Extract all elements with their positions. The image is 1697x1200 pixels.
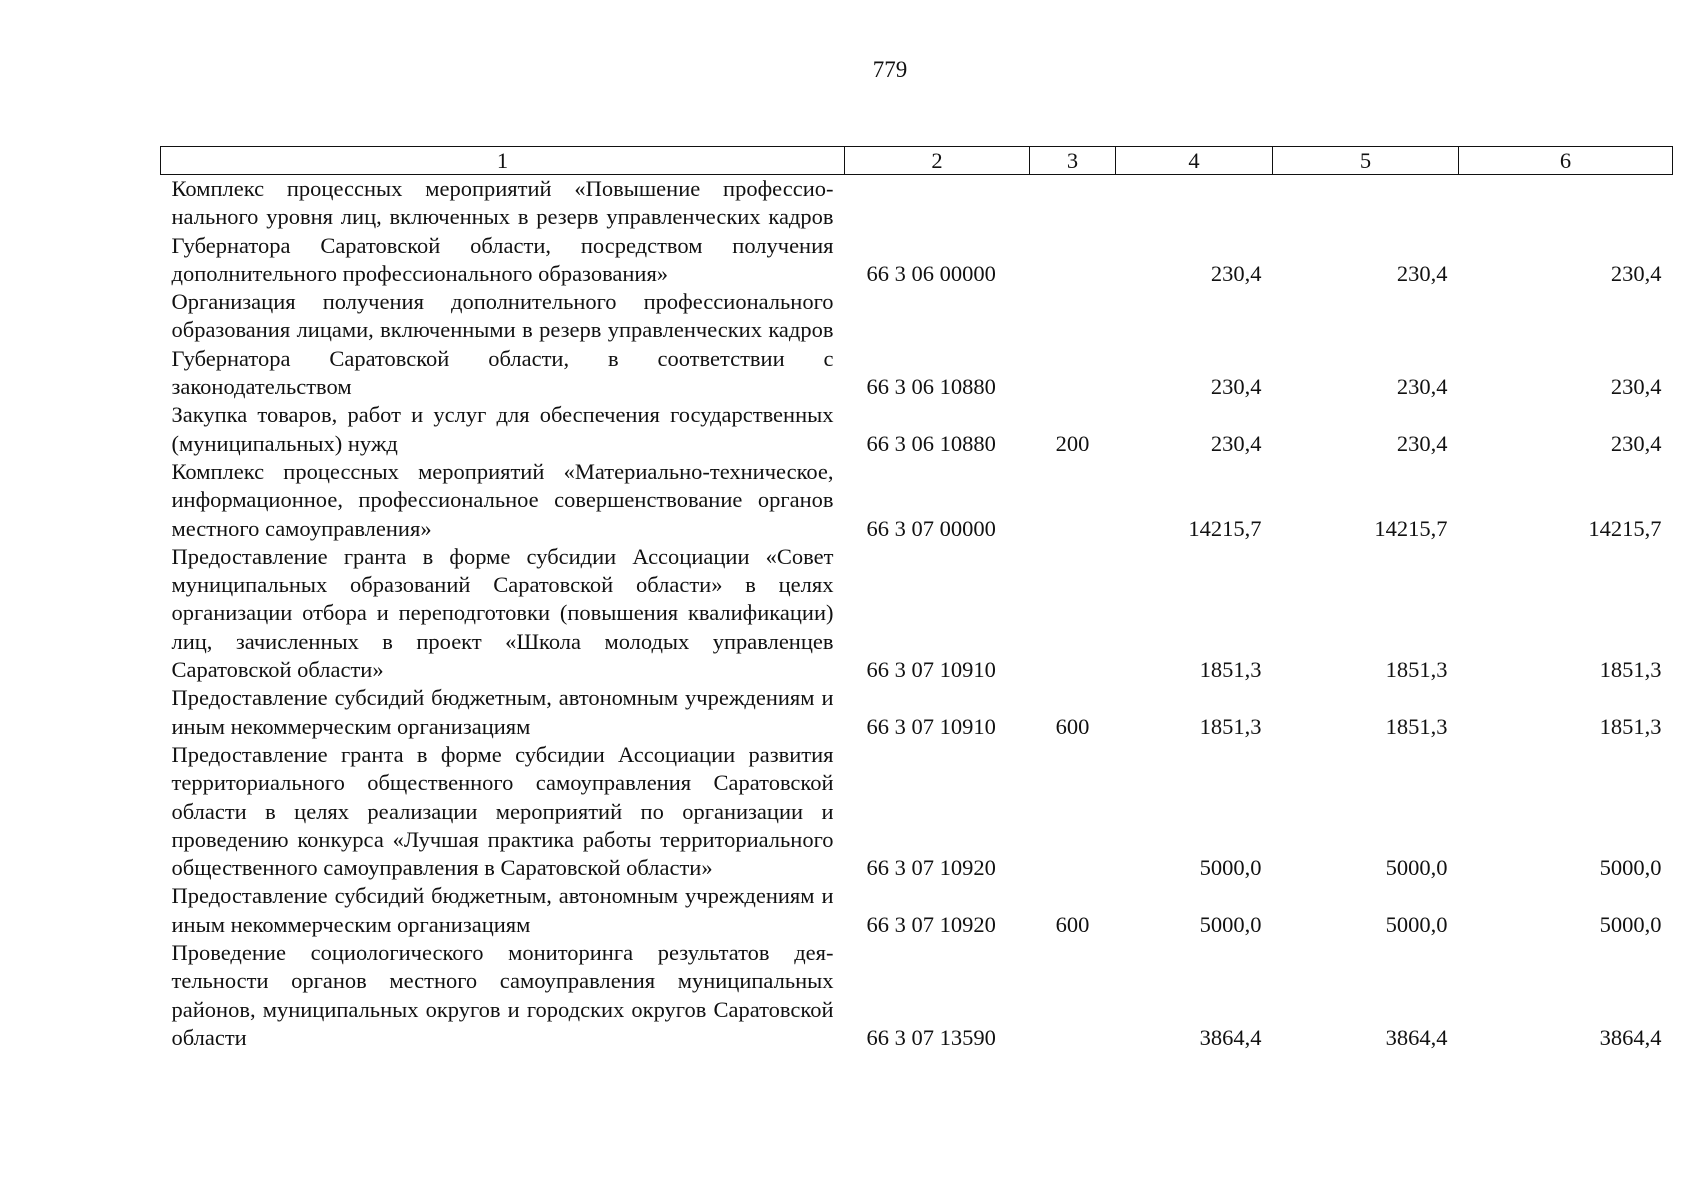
table-row xyxy=(161,543,1673,684)
row-value-4: 5000,0 xyxy=(1199,855,1262,881)
row-code: 66 3 07 13590 xyxy=(866,1024,996,1050)
header-col-1: 1 xyxy=(161,147,845,175)
table-row xyxy=(161,401,1673,458)
row-value-6: 14215,7 xyxy=(1588,515,1662,541)
row-value-4: 3864,4 xyxy=(1199,1024,1262,1050)
header-col-2: 2 xyxy=(845,147,1030,175)
row-value-5: 230,4 xyxy=(1396,430,1448,456)
row-value-6: 3864,4 xyxy=(1599,1024,1662,1050)
row-name: Предоставление субсидий бюджетным, автономным учреждениям и иным некоммерческим организациям xyxy=(171,685,834,739)
row-value-6: 1851,3 xyxy=(1599,657,1662,683)
row-value-4: 5000,0 xyxy=(1199,911,1262,937)
row-value-6: 230,4 xyxy=(1610,430,1662,456)
header-col-6: 6 xyxy=(1459,147,1673,175)
row-expense-type: 600 xyxy=(1055,911,1090,937)
row-expense-type: 200 xyxy=(1055,430,1090,456)
row-expense-type xyxy=(1030,543,1116,684)
row-name: Организация получения дополнительного профессионального образования лицами, включенными в резерв управленческих кадров Губернатора Саратовской области, в соответствии с законодательством xyxy=(171,289,834,400)
row-value-5: 3864,4 xyxy=(1385,1024,1448,1050)
row-name: Проведение социологического мониторинга результатов деятельности органов местного самоуправления муниципальных районов, муниципальных округов и городских округов Саратовской области xyxy=(171,940,834,1050)
row-expense-type xyxy=(1030,458,1116,543)
table-header xyxy=(161,147,1673,175)
row-value-4: 14215,7 xyxy=(1188,515,1262,541)
row-value-6: 5000,0 xyxy=(1599,911,1662,937)
row-name: Комплекс процессных мероприятий «Материально-техническое, информационное, профессиональное совершенствование органов местного самоуправления» xyxy=(171,458,834,541)
header-row xyxy=(161,147,1673,175)
row-code: 66 3 06 10880 xyxy=(866,430,996,456)
row-value-5: 1851,3 xyxy=(1385,657,1448,683)
row-value-5: 14215,7 xyxy=(1374,515,1448,541)
header-col-4: 4 xyxy=(1116,147,1273,175)
row-value-5: 230,4 xyxy=(1396,374,1448,400)
row-value-4: 230,4 xyxy=(1210,430,1262,456)
row-expense-type xyxy=(1030,288,1116,401)
table-body xyxy=(161,175,1673,1053)
table-row xyxy=(161,288,1673,401)
row-value-6: 230,4 xyxy=(1610,374,1662,400)
row-expense-type xyxy=(1030,741,1116,882)
row-code: 66 3 07 10920 xyxy=(866,855,996,881)
page-number: 779 xyxy=(872,57,908,82)
row-value-5: 5000,0 xyxy=(1385,855,1448,881)
row-value-6: 5000,0 xyxy=(1599,855,1662,881)
header-col-5: 5 xyxy=(1273,147,1459,175)
row-value-4: 1851,3 xyxy=(1199,657,1262,683)
row-expense-type xyxy=(1030,939,1116,1052)
row-value-4: 230,4 xyxy=(1210,374,1262,400)
table-row xyxy=(161,684,1673,741)
table-row xyxy=(161,882,1673,939)
row-expense-type xyxy=(1030,175,1116,289)
table-row xyxy=(161,458,1673,543)
row-name: Комплекс процессных мероприятий «Повышение профессионального уровня лиц, включенных в резерв управленческих кадров Губернатора Саратовской области, посредством получения дополнительного профессионального образования» xyxy=(171,176,834,286)
row-code: 66 3 06 00000 xyxy=(866,260,996,286)
row-value-5: 230,4 xyxy=(1396,260,1448,286)
row-value-6: 1851,3 xyxy=(1599,713,1662,739)
header-col-3: 3 xyxy=(1030,147,1116,175)
row-code: 66 3 07 10910 xyxy=(866,713,996,739)
row-code: 66 3 07 10920 xyxy=(866,911,996,937)
row-expense-type: 600 xyxy=(1055,713,1090,739)
row-name: Предоставление субсидий бюджетным, автономным учреждениям и иным некоммерческим организациям xyxy=(171,883,834,937)
row-value-5: 1851,3 xyxy=(1385,713,1448,739)
table-row xyxy=(161,741,1673,882)
row-value-6: 230,4 xyxy=(1610,260,1662,286)
budget-table xyxy=(160,146,1673,1052)
row-code: 66 3 07 00000 xyxy=(866,515,996,541)
table-row xyxy=(161,939,1673,1052)
row-name: Предоставление гранта в форме субсидии Ассоциации развития территориального общественного самоуправления Саратовской области в целях реализации мероприятий по организации и проведению конкурса «Лучшая практика работы территориального общественного самоуправления в Саратовской области» xyxy=(171,741,834,881)
row-name: Предоставление гранта в форме субсидии Ассоциации «Совет муниципальных образований Саратовской области» в целях организации отбора и переподготовки (повышения квалификации) лиц, зачисленных в проект «Школа молодых управленцев Саратовской области» xyxy=(171,543,834,683)
table-row xyxy=(161,175,1673,289)
row-value-4: 230,4 xyxy=(1210,260,1262,286)
row-value-5: 5000,0 xyxy=(1385,911,1448,937)
row-code: 66 3 07 10910 xyxy=(866,657,996,683)
row-name: Закупка товаров, работ и услуг для обеспечения государственных (муниципальных) нужд xyxy=(171,402,834,456)
row-value-4: 1851,3 xyxy=(1199,713,1262,739)
row-code: 66 3 06 10880 xyxy=(866,374,996,400)
